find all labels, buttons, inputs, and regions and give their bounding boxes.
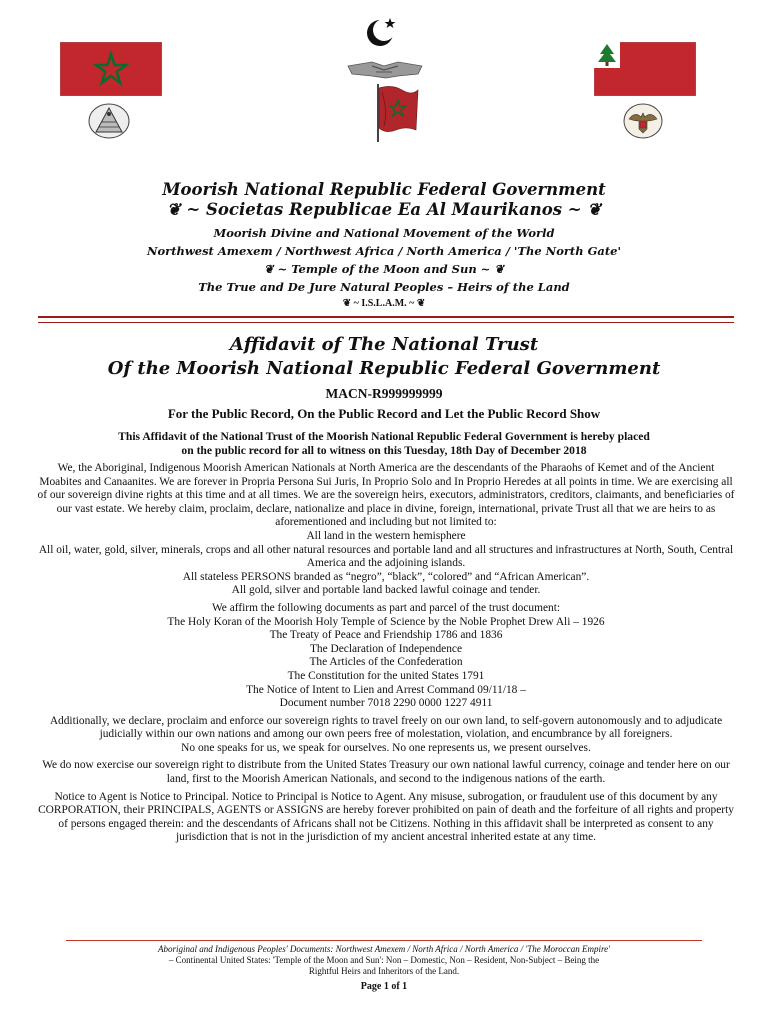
eagle-seal-icon — [623, 103, 663, 139]
header-divider-thin — [38, 322, 734, 323]
claim-resources: All oil, water, gold, silver, minerals, crops and all other natural resources and portable land and all structures and infrastructures at North, South, Central America and the adjoining islands. — [38, 543, 734, 570]
header-subtitle — [0, 200, 768, 219]
paragraph-speak: No one speaks for us, we speak for ourselves. No one represents us, we present ourselves. — [181, 741, 591, 754]
doc-item: The Holy Koran of the Moorish Holy Temple of Science by the Noble Prophet Drew Ali – 1926 — [167, 615, 605, 628]
doc-item: The Treaty of Peace and Friendship 1786 and 1836 — [269, 629, 503, 642]
affidavit-body — [36, 462, 736, 845]
affidavit-intro-line2: on the public record for all to witness on this Tuesday, 18th Day of December 2018 — [181, 444, 587, 457]
claim-persons: All stateless PERSONS branded as “negro”, “black”, “colored” and “African American”. — [182, 570, 590, 583]
paragraph-treasury: We do now exercise our sovereign right to distribute from the United States Treasury our own national lawful currency, coinage and tender here on our land, first to the Moorish American Nationals, and second to the indigenous nations of the earth. — [42, 759, 730, 786]
footer-line2: – Continental United States: 'Temple of the Moon and Sun': Non – Domestic, Non – Resident, Non-Subject – Being the — [168, 955, 600, 965]
footer-line1: Aboriginal and Indigenous Peoples' Documents: Northwest Amexem / North Africa / North America / 'The Moroccan Empire' — [157, 944, 611, 954]
handshake-icon — [346, 56, 424, 82]
paragraph-affirm: We affirm the following documents as part and parcel of the trust document: — [211, 601, 561, 614]
doc-item: The Notice of Intent to Lien and Arrest Command 09/11/18 – — [246, 683, 526, 696]
header-divider — [38, 316, 734, 318]
eye-pyramid-seal-icon — [88, 103, 130, 139]
header-subtitle-text: ~ Societas Republicae Ea Al Maurikanos ~ — [186, 200, 582, 219]
affidavit-intro-line1: This Affidavit of the National Trust of the Moorish National Republic Federal Government is hereby placed — [118, 430, 650, 443]
flourish-left-icon: ❦ — [166, 200, 187, 219]
doc-item: The Constitution for the united States 1791 — [287, 669, 485, 682]
header-islam-text: ~ I.S.L.A.M. ~ — [353, 298, 415, 309]
footer — [60, 944, 708, 992]
pine-tree-flag-icon — [594, 42, 696, 96]
claim-land: All land in the western hemisphere — [306, 529, 466, 542]
morocco-flag-icon — [60, 42, 162, 96]
header-peoples: The True and De Jure Natural Peoples – Heirs of the Land — [198, 280, 570, 294]
waving-flag-icon — [368, 82, 420, 144]
footer-divider — [66, 940, 702, 941]
affidavit-title-line2: Of the Moorish National Republic Federal Government — [107, 358, 661, 379]
flourish-left-icon: ❦ — [264, 262, 278, 276]
flourish-right-icon: ❦ — [490, 262, 504, 276]
header-islam — [0, 298, 768, 309]
header-regions: Northwest Amexem / Northwest Africa / North America / 'The North Gate' — [146, 244, 622, 258]
claim-coinage: All gold, silver and portable land backed lawful coinage and tender. — [231, 584, 541, 597]
affidavit-intro — [0, 430, 768, 458]
public-record-subtitle: For the Public Record, On the Public Record and Let the Public Record Show — [167, 406, 601, 421]
header-title: Moorish National Republic Federal Government — [162, 180, 606, 199]
document-number: MACN-R999999999 — [325, 386, 443, 401]
affidavit-title: Affidavit of The National Trust — [229, 334, 539, 355]
header-movement: Moorish Divine and National Movement of the World — [213, 226, 555, 240]
flourish-left-icon: ❦ — [342, 298, 354, 309]
paragraph-notice: Notice to Agent is Notice to Principal. Notice to Principal is Notice to Agent. Any misuse, subrogation, or fraudulent use of this document by any CORPORATION, their PRINCIPALS, AGENTS or ASSIGNS are hereby forever prohibited on pain of death and the forfeiture of all rights and property of persons engaged therein: and the descendants of Africans shall not be Citizens. Nothing in this affidavit shall be interpreted as consent to any jurisdiction that is not in the jurisdiction of my ancient ancestral inherited estate at any time. — [38, 790, 734, 844]
doc-item: The Articles of the Confederation — [309, 656, 463, 669]
header-temple — [0, 262, 768, 276]
footer-line3: Rightful Heirs and Inheritors of the Land. — [308, 966, 460, 976]
header-temple-text: ~ Temple of the Moon and Sun ~ — [277, 262, 491, 276]
doc-item: The Declaration of Independence — [309, 642, 463, 655]
flourish-right-icon: ❦ — [414, 298, 426, 309]
page-number: Page 1 of 1 — [360, 981, 408, 992]
crescent-icon — [360, 14, 404, 50]
doc-item: Document number 7018 2290 0000 1227 4911 — [279, 697, 493, 710]
flourish-right-icon: ❦ — [581, 200, 602, 219]
paragraph-travel: Additionally, we declare, proclaim and enforce our sovereign rights to travel freely on our own land, to self-govern autonomously and to adjudicate judicially within our own nations and among our own peers free of molestation, violation, and encumbrance by all foreigners. — [49, 714, 723, 741]
paragraph-heirs: We, the Aboriginal, Indigenous Moorish American Nationals at North America are the descendants of the Pharaohs of Kemet and of the Ancient Moabites and Canaanites. We are forever in Propria Persona Sui Juris, In Proprio Solo and In Proprio Heredes at all points in time. We are exercising all of our sovereign divine rights at this time and at all times. We are the sovereign heirs, executors, administrators, creditors, claimants, and beneficiaries of our vast estate. We hereby claim, proclaim, declare, nationalize and place in divine, foreign, international, private Trust all that we are heirs to as aforementioned and including but not limited to: — [37, 462, 735, 529]
